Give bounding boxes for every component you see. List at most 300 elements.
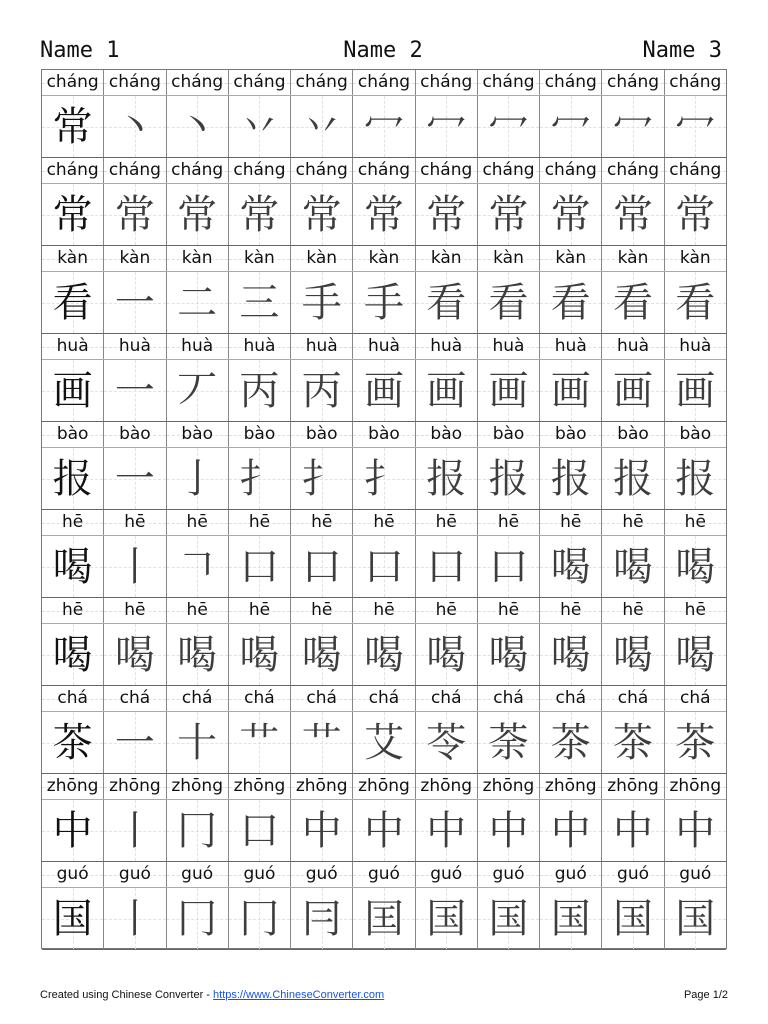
character-row: [42, 624, 726, 686]
character-row: [42, 536, 726, 598]
character-cell: [104, 800, 166, 861]
pinyin-cell: [478, 686, 540, 711]
character-cell: [665, 712, 726, 773]
trace-character: 喝: [426, 631, 467, 678]
pinyin-text: kàn: [119, 248, 151, 268]
pinyin-text: chá: [617, 688, 649, 708]
character-cell: [665, 624, 726, 685]
pinyin-cell: [602, 598, 664, 623]
pinyin-cell: [167, 70, 229, 95]
pinyin-cell: [42, 422, 104, 447]
pinyin-cell: [229, 686, 291, 711]
character-cell: [353, 624, 415, 685]
character-cell: [291, 272, 353, 333]
pinyin-cell: [602, 422, 664, 447]
pinyin-text: cháng: [108, 72, 161, 92]
stroke-step-character: 丶: [177, 103, 218, 150]
pinyin-text: hē: [622, 512, 644, 532]
character-section: [42, 510, 726, 598]
pinyin-cell: [602, 158, 664, 183]
pinyin-cell: [353, 686, 415, 711]
pinyin-text: bào: [430, 424, 463, 444]
character-cell: [42, 712, 104, 773]
pinyin-cell: [353, 334, 415, 359]
pinyin-cell: [229, 598, 291, 623]
character-cell: [104, 184, 166, 245]
pinyin-text: huà: [617, 336, 649, 356]
character-cell: [167, 448, 229, 509]
stroke-step-character: 喝: [550, 543, 591, 590]
stroke-step-character: 丶: [114, 103, 155, 150]
stroke-step-character: 国: [550, 895, 591, 942]
pinyin-text: hē: [560, 600, 582, 620]
pinyin-cell: [602, 774, 664, 799]
character-cell: [229, 360, 291, 421]
character-cell: [602, 184, 664, 245]
character-cell: [167, 800, 229, 861]
pinyin-text: huà: [305, 336, 338, 356]
model-character: 常: [52, 191, 93, 238]
stroke-step-character: 喝: [675, 543, 716, 590]
pinyin-text: huà: [679, 336, 712, 356]
pinyin-text: cháng: [669, 72, 722, 92]
character-cell: [291, 712, 353, 773]
pinyin-cell: [42, 334, 104, 359]
stroke-step-character: 看: [488, 279, 529, 326]
pinyin-text: huà: [430, 336, 463, 356]
character-cell: [104, 360, 166, 421]
pinyin-text: chá: [119, 688, 151, 708]
character-cell: [229, 800, 291, 861]
pinyin-cell: [540, 422, 602, 447]
pinyin-cell: [665, 158, 726, 183]
pinyin-text: huà: [243, 336, 276, 356]
pinyin-cell: [353, 510, 415, 535]
pinyin-text: zhōng: [420, 776, 473, 796]
pinyin-text: bào: [119, 424, 151, 444]
character-cell: [353, 712, 415, 773]
character-row: [42, 360, 726, 422]
character-cell: [602, 624, 664, 685]
character-cell: [229, 448, 291, 509]
pinyin-cell: [291, 510, 353, 535]
stroke-step-character: 看: [613, 279, 654, 326]
stroke-step-character: 中: [426, 807, 467, 854]
pinyin-text: huà: [367, 336, 400, 356]
pinyin-cell: [167, 246, 229, 271]
stroke-step-character: 冃: [301, 895, 342, 942]
model-character: 常: [52, 103, 93, 150]
pinyin-cell: [665, 774, 726, 799]
pinyin-text: hē: [124, 600, 146, 620]
pinyin-text: bào: [181, 424, 213, 444]
pinyin-cell: [478, 70, 540, 95]
stroke-step-character: 口: [239, 543, 280, 590]
pinyin-cell: [291, 334, 353, 359]
pinyin-text: hē: [186, 512, 208, 532]
pinyin-cell: [478, 862, 540, 887]
pinyin-cell: [167, 598, 229, 623]
stroke-step-character: 一: [114, 367, 155, 414]
pinyin-cell: [167, 158, 229, 183]
stroke-step-character: 十: [177, 719, 218, 766]
pinyin-text: guó: [181, 864, 214, 884]
character-cell: [540, 888, 602, 949]
pinyin-cell: [478, 598, 540, 623]
trace-character: 常: [177, 191, 218, 238]
footer-link[interactable]: https://www.ChineseConverter.com: [213, 989, 385, 1001]
trace-character: 喝: [177, 631, 218, 678]
pinyin-cell: [602, 862, 664, 887]
stroke-step-character: 画: [426, 367, 467, 414]
model-character: 看: [52, 279, 93, 326]
pinyin-text: zhōng: [358, 776, 410, 796]
pinyin-text: cháng: [482, 72, 535, 92]
character-section: [42, 598, 726, 686]
stroke-step-character: 扌: [363, 455, 404, 502]
character-cell: [42, 624, 104, 685]
character-cell: [602, 448, 664, 509]
character-cell: [104, 272, 166, 333]
name-header: [40, 36, 726, 66]
stroke-step-character: 报: [488, 455, 529, 502]
pinyin-cell: [665, 598, 726, 623]
pinyin-cell: [42, 158, 104, 183]
pinyin-text: chá: [368, 688, 400, 708]
stroke-step-character: 报: [550, 455, 591, 502]
pinyin-text: zhōng: [233, 776, 286, 796]
pinyin-cell: [229, 70, 291, 95]
stroke-step-character: 画: [550, 367, 591, 414]
pinyin-cell: [665, 70, 726, 95]
character-cell: [602, 272, 664, 333]
pinyin-cell: [665, 862, 726, 887]
pinyin-cell: [416, 598, 478, 623]
pinyin-cell: [167, 422, 229, 447]
pinyin-cell: [416, 70, 478, 95]
pinyin-text: chá: [57, 688, 88, 708]
stroke-step-character: 一: [114, 279, 155, 326]
pinyin-cell: [104, 158, 166, 183]
stroke-step-character: 国: [675, 895, 716, 942]
trace-character: 常: [239, 191, 280, 238]
character-cell: [665, 360, 726, 421]
pinyin-cell: [42, 598, 104, 623]
stroke-step-character: 茶: [613, 719, 654, 766]
pinyin-cell: [291, 422, 353, 447]
character-cell: [416, 624, 478, 685]
pinyin-text: guó: [554, 864, 587, 884]
pinyin-row: [42, 774, 726, 800]
pinyin-cell: [540, 510, 602, 535]
stroke-step-character: 丨: [114, 543, 155, 590]
character-section: [42, 70, 726, 158]
pinyin-text: hē: [560, 512, 582, 532]
character-row: [42, 888, 726, 950]
character-cell: [478, 360, 540, 421]
character-cell: [478, 448, 540, 509]
trace-character: 常: [613, 191, 654, 238]
pinyin-text: cháng: [544, 160, 597, 180]
pinyin-text: bào: [56, 424, 89, 444]
character-cell: [416, 272, 478, 333]
stroke-step-character: 口: [363, 543, 404, 590]
character-cell: [602, 800, 664, 861]
character-cell: [42, 96, 104, 157]
name-label-2: Name 2: [343, 38, 423, 63]
character-row: [42, 800, 726, 862]
pinyin-text: hē: [186, 600, 208, 620]
pinyin-text: bào: [679, 424, 712, 444]
character-cell: [291, 184, 353, 245]
pinyin-cell: [540, 158, 602, 183]
pinyin-text: cháng: [171, 72, 224, 92]
pinyin-cell: [540, 686, 602, 711]
pinyin-text: bào: [617, 424, 649, 444]
pinyin-cell: [602, 334, 664, 359]
stroke-step-character: 中: [488, 807, 529, 854]
pinyin-cell: [478, 246, 540, 271]
stroke-step-character: 看: [426, 279, 467, 326]
character-cell: [167, 184, 229, 245]
page-number: Page 1/2: [683, 989, 728, 1001]
character-cell: [229, 888, 291, 949]
character-cell: [353, 888, 415, 949]
pinyin-cell: [42, 246, 104, 271]
pinyin-cell: [416, 422, 478, 447]
stroke-step-character: 画: [675, 367, 716, 414]
stroke-step-character: 手: [301, 279, 342, 326]
pinyin-text: cháng: [357, 72, 411, 92]
pinyin-row: [42, 686, 726, 712]
pinyin-text: hē: [124, 512, 146, 532]
character-cell: [353, 96, 415, 157]
character-section: [42, 862, 726, 950]
trace-character: 喝: [301, 631, 342, 678]
character-cell: [540, 800, 602, 861]
trace-character: 常: [363, 191, 404, 238]
pinyin-text: cháng: [171, 160, 224, 180]
pinyin-row: [42, 422, 726, 448]
character-cell: [540, 448, 602, 509]
stroke-step-character: 口: [426, 543, 467, 590]
character-cell: [291, 96, 353, 157]
stroke-step-character: 丨: [114, 895, 155, 942]
stroke-step-character: 亅: [177, 455, 218, 502]
character-cell: [167, 624, 229, 685]
character-cell: [416, 184, 478, 245]
character-cell: [478, 712, 540, 773]
character-cell: [104, 624, 166, 685]
pinyin-text: cháng: [108, 160, 161, 180]
character-row: [42, 272, 726, 334]
stroke-step-character: 𠃍: [177, 543, 218, 590]
stroke-step-character: 口: [488, 543, 529, 590]
pinyin-text: hē: [622, 600, 644, 620]
character-cell: [291, 536, 353, 597]
pinyin-row: [42, 510, 726, 536]
footer-created-text: Created using Chinese Converter -: [40, 989, 214, 1001]
pinyin-text: hē: [311, 600, 333, 620]
pinyin-text: zhōng: [544, 776, 597, 796]
pinyin-cell: [104, 510, 166, 535]
character-section: [42, 334, 726, 422]
pinyin-cell: [229, 246, 291, 271]
stroke-step-character: 丷: [301, 103, 342, 150]
pinyin-text: chá: [430, 688, 462, 708]
pinyin-cell: [291, 158, 353, 183]
pinyin-text: zhōng: [171, 776, 223, 796]
pinyin-cell: [416, 774, 478, 799]
pinyin-text: cháng: [606, 72, 660, 92]
pinyin-cell: [353, 598, 415, 623]
stroke-step-character: 画: [613, 367, 654, 414]
character-cell: [602, 360, 664, 421]
character-cell: [478, 888, 540, 949]
pinyin-cell: [540, 862, 602, 887]
pinyin-cell: [42, 70, 104, 95]
pinyin-text: bào: [554, 424, 587, 444]
stroke-step-character: 中: [675, 807, 716, 854]
character-row: [42, 712, 726, 774]
character-cell: [416, 712, 478, 773]
model-character: 报: [52, 455, 93, 502]
pinyin-text: guó: [118, 864, 151, 884]
model-character: 喝: [52, 631, 93, 678]
pinyin-cell: [540, 598, 602, 623]
character-cell: [540, 96, 602, 157]
pinyin-text: zhōng: [482, 776, 535, 796]
stroke-step-character: 冖: [550, 103, 591, 150]
model-character: 喝: [52, 543, 93, 590]
character-cell: [167, 272, 229, 333]
pinyin-cell: [229, 334, 291, 359]
stroke-step-character: 冖: [613, 103, 654, 150]
stroke-step-character: 荼: [488, 719, 529, 766]
pinyin-text: zhōng: [46, 776, 99, 796]
stroke-step-character: 看: [675, 279, 716, 326]
stroke-step-character: 口: [239, 807, 280, 854]
pinyin-cell: [291, 70, 353, 95]
pinyin-cell: [353, 862, 415, 887]
pinyin-cell: [104, 686, 166, 711]
pinyin-text: hē: [435, 600, 457, 620]
stroke-step-character: 冂: [239, 895, 280, 942]
character-cell: [540, 184, 602, 245]
pinyin-cell: [229, 510, 291, 535]
pinyin-cell: [291, 246, 353, 271]
character-cell: [602, 888, 664, 949]
character-section: [42, 686, 726, 774]
character-cell: [104, 888, 166, 949]
character-cell: [104, 536, 166, 597]
stroke-step-character: 丆: [177, 367, 218, 414]
pinyin-cell: [42, 862, 104, 887]
character-cell: [353, 360, 415, 421]
pinyin-text: cháng: [46, 160, 99, 180]
model-character: 国: [52, 895, 93, 942]
character-cell: [42, 184, 104, 245]
character-cell: [665, 448, 726, 509]
character-cell: [665, 536, 726, 597]
pinyin-cell: [167, 334, 229, 359]
pinyin-row: [42, 158, 726, 184]
pinyin-cell: [540, 246, 602, 271]
stroke-step-character: 冂: [177, 895, 218, 942]
character-cell: [353, 536, 415, 597]
pinyin-text: hē: [497, 600, 520, 620]
pinyin-text: cháng: [420, 72, 473, 92]
pinyin-text: chá: [306, 688, 337, 708]
stroke-step-character: 冖: [426, 103, 467, 150]
pinyin-cell: [478, 510, 540, 535]
pinyin-cell: [291, 862, 353, 887]
character-cell: [665, 184, 726, 245]
character-cell: [540, 712, 602, 773]
pinyin-cell: [42, 686, 104, 711]
pinyin-text: hē: [311, 512, 333, 532]
character-cell: [478, 800, 540, 861]
pinyin-cell: [478, 774, 540, 799]
stroke-step-character: 苓: [426, 719, 467, 766]
pinyin-text: hē: [62, 600, 84, 620]
character-cell: [42, 536, 104, 597]
pinyin-text: kàn: [430, 248, 462, 268]
stroke-step-character: 手: [363, 279, 404, 326]
pinyin-cell: [665, 686, 726, 711]
pinyin-cell: [42, 510, 104, 535]
stroke-step-character: 三: [239, 279, 280, 326]
model-character: 中: [52, 807, 93, 854]
character-cell: [416, 448, 478, 509]
stroke-step-character: 喝: [613, 543, 654, 590]
pinyin-cell: [416, 510, 478, 535]
stroke-step-character: 艹: [239, 719, 280, 766]
pinyin-text: huà: [56, 336, 89, 356]
character-cell: [42, 272, 104, 333]
pinyin-text: hē: [248, 600, 271, 620]
pinyin-cell: [478, 422, 540, 447]
character-cell: [478, 272, 540, 333]
stroke-step-character: 口: [301, 543, 342, 590]
pinyin-cell: [291, 774, 353, 799]
pinyin-text: kàn: [617, 248, 649, 268]
pinyin-cell: [104, 422, 166, 447]
character-cell: [416, 360, 478, 421]
character-cell: [167, 360, 229, 421]
character-cell: [353, 800, 415, 861]
trace-character: 喝: [114, 631, 155, 678]
pinyin-text: kàn: [306, 248, 338, 268]
pinyin-cell: [540, 774, 602, 799]
stroke-step-character: 冖: [488, 103, 529, 150]
pinyin-text: cháng: [420, 160, 473, 180]
trace-character: 常: [675, 191, 716, 238]
pinyin-text: bào: [492, 424, 525, 444]
character-cell: [104, 712, 166, 773]
pinyin-cell: [229, 774, 291, 799]
pinyin-cell: [229, 158, 291, 183]
character-cell: [42, 800, 104, 861]
stroke-step-character: 茶: [550, 719, 591, 766]
character-cell: [291, 360, 353, 421]
pinyin-cell: [602, 246, 664, 271]
pinyin-text: huà: [554, 336, 587, 356]
model-character: 茶: [52, 719, 93, 766]
pinyin-text: cháng: [233, 160, 286, 180]
character-row: [42, 448, 726, 510]
pinyin-text: cháng: [233, 72, 286, 92]
